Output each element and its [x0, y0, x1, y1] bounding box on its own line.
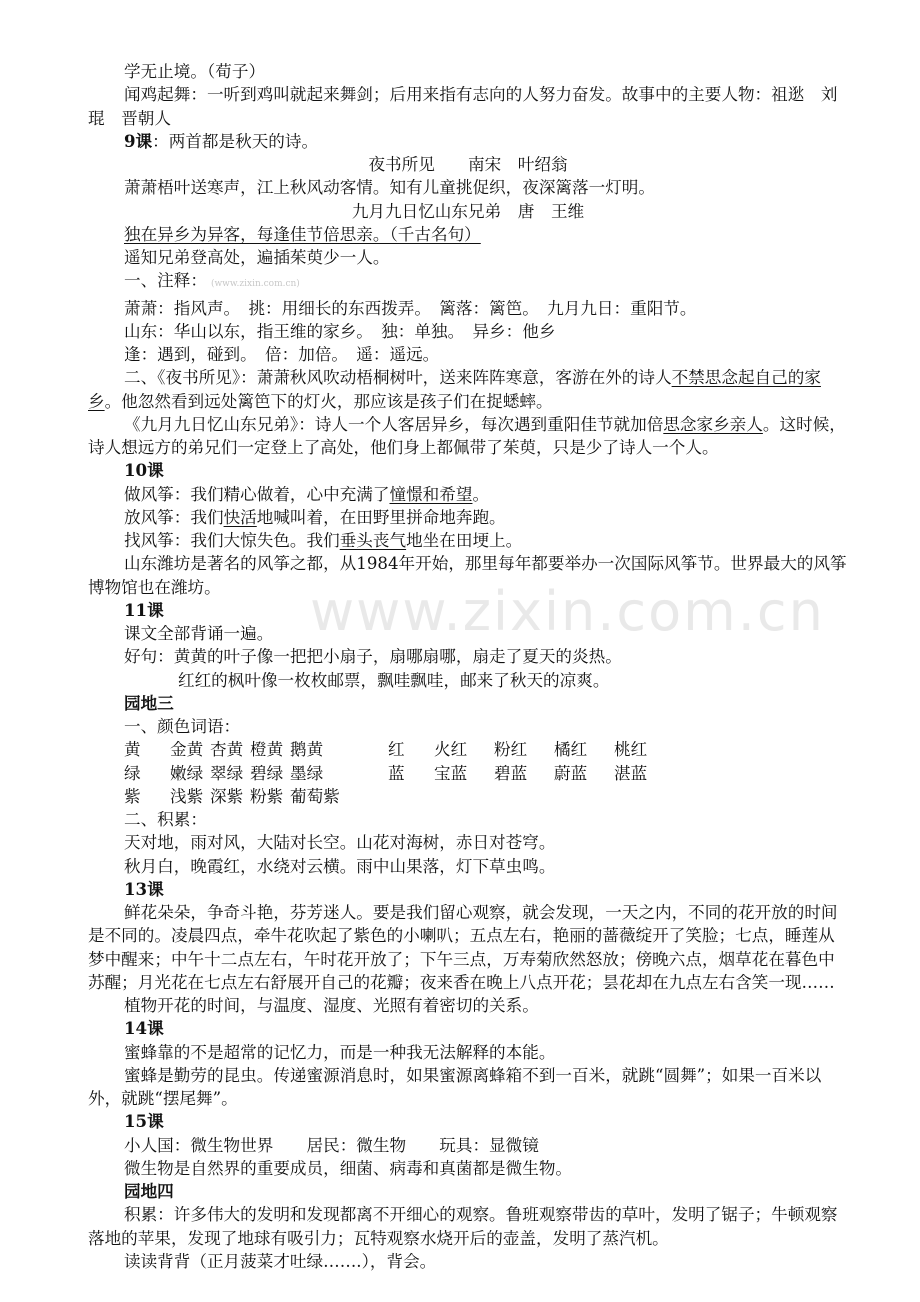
color-word: 绿 — [124, 763, 141, 783]
color-words-row — [124, 785, 848, 808]
text-span: 放风筝：我们 — [124, 507, 224, 527]
text-span: 。 — [472, 484, 490, 504]
text-paragraph — [88, 83, 848, 130]
poem-text: 遥知兄弟登高处，遍插茱萸少一人。 — [124, 248, 390, 267]
section-heading — [88, 269, 848, 296]
text-span: 。他忽然看到远处篱笆下的灯火，那应该是孩子们在捉蟋蟀。 — [104, 391, 553, 411]
poem-text — [88, 223, 848, 246]
color-word: 鹅黄 — [290, 740, 324, 760]
text-paragraph: 鲜花朵朵，争奇斗艳，芬芳迷人。要是我们留心观察，就会发现，一天之内，不同的花开放的时间是不同的。凌晨四点，牵牛花吹起了紫色的小喇叭；五点左右，艳丽的蔷薇绽开了笑脸；七点，睡莲从梦中醒来；中午十二点左右，午时花开放了；下午三点，万寿菊欣然怒放；傍晚六点，烟草花在暮色中苏醒；月光花在七点左右舒展开自己的花瓣；夜来香在晚上八点开花；昙花却在九点左右含笑一现…… — [88, 903, 838, 992]
lesson-heading: 13课 — [124, 878, 164, 899]
text-line: 读读背背（正月菠菜才吐绿…….），背会。 — [124, 1251, 437, 1271]
text-paragraph — [88, 366, 848, 413]
text-line: 二、积累： — [124, 810, 207, 829]
color-word: 碧绿 — [250, 763, 284, 783]
color-word: 碧蓝 — [494, 763, 528, 783]
color-word: 杏黄 — [210, 740, 244, 760]
section-heading: 园地三 — [124, 692, 174, 713]
text-line: 秋月白，晚霞红，水绕对云横。雨中山果落，灯下草虫鸣。 — [124, 856, 556, 876]
text-line: 小人国：微生物世界 居民：微生物 玩具：显微镜 — [124, 1135, 539, 1155]
text-span: 找风筝：我们大惊失色。我们 — [124, 531, 340, 550]
color-words-table — [88, 738, 848, 808]
text-line: 天对地，雨对风，大陆对长空。山花对海树，赤日对苍穹。 — [124, 833, 556, 853]
text-line: 红红的枫叶像一枚枚邮票，飘哇飘哇，邮来了秋天的凉爽。 — [178, 670, 610, 690]
text-line: 微生物是自然界的重要成员，细菌、病毒和真菌都是微生物。 — [124, 1158, 573, 1178]
text-line: 一、颜色词语： — [124, 717, 241, 736]
text-paragraph: 山东潍坊是著名的风筝之都，从1984年开始，那里每年都要举办一次国际风筝节。世界最大的风筝博物馆也在潍坊。 — [88, 554, 847, 597]
underlined-text: 独在异乡为异客，每逢佳节倍思亲。（千古名句） — [124, 224, 481, 244]
poem-title: 九月九日忆山东兄弟 唐 王维 — [351, 201, 585, 221]
color-word: 粉红 — [494, 740, 528, 760]
text-span: 。这时候，诗人想远方的弟兄们一定登上了高处，他们身上都佩带了茱萸，只是少了诗人一个人。 — [88, 414, 846, 457]
color-words-row — [124, 762, 848, 785]
color-word: 墨绿 — [290, 763, 324, 783]
color-word: 粉紫 — [250, 786, 284, 806]
color-word: 紫 — [124, 786, 141, 806]
color-word: 橙黄 — [250, 740, 284, 760]
color-word: 蔚蓝 — [554, 763, 588, 783]
color-word: 翠绿 — [210, 763, 244, 783]
lesson-9-line — [88, 130, 848, 153]
text-span: 二、《夜书所见》：萧萧秋风吹动梧桐树叶，送来阵阵寒意，客游在外的诗人 — [124, 368, 672, 388]
faint-mark: (www.zixin.com.cn) — [210, 279, 300, 290]
lesson-heading: 9课 — [124, 130, 153, 151]
document-page — [88, 60, 848, 1273]
note-line: 山东：华山以东，指王维的家乡。 独：单独。 异乡：他乡 — [124, 321, 556, 341]
underlined-text: 垂头丧气 — [339, 531, 407, 550]
note-line: 萧萧：指风声。 挑：用细长的东西拨弄。 篱落：篱笆。 九月九日：重阳节。 — [124, 298, 697, 318]
color-word: 红 — [388, 740, 405, 760]
underlined-text: 憧憬和希望 — [389, 484, 473, 504]
note-line: 逢：遇到，碰到。 倍：加倍。 遥：遥远。 — [124, 345, 440, 364]
text-line: 植物开花的时间，与温度、湿度、光照有着密切的关系。 — [124, 996, 539, 1015]
watermark: www.zixin.com.cn — [310, 580, 825, 643]
text-line: 好句：黄黄的叶子像一把把小扇子，扇哪扇哪，扇走了夏天的炎热。 — [124, 647, 622, 667]
lesson-heading: 15课 — [124, 1111, 164, 1132]
color-word: 桃红 — [614, 740, 648, 760]
poem-text: 萧萧梧叶送寒声，江上秋风动客情。知有儿童挑促织，夜深篱落一灯明。 — [124, 178, 655, 198]
text-span: 一、注释： — [124, 271, 207, 291]
text-line — [88, 506, 848, 529]
text-line — [88, 483, 848, 506]
color-word: 湛蓝 — [614, 763, 648, 783]
lesson-heading: 10课 — [124, 460, 164, 481]
text-span: 地坐在田埂上。 — [406, 531, 523, 550]
color-word: 葡萄紫 — [290, 786, 340, 806]
text-span: 《九月九日忆山东兄弟》：诗人一个人客居异乡，每次遇到重阳佳节就加倍 — [124, 414, 664, 434]
text-paragraph: 蜜蜂是勤劳的昆虫。传递蜜源消息时，如果蜜源离蜂箱不到一百米，就跳“圆舞”；如果一百米以外，就跳“摆尾舞”。 — [88, 1065, 822, 1108]
section-heading: 园地四 — [124, 1181, 174, 1201]
text-line: 蜜蜂靠的不是超常的记忆力，而是一种我无法解释的本能。 — [124, 1042, 556, 1062]
color-word: 火红 — [434, 740, 468, 760]
color-word: 深紫 — [210, 786, 244, 806]
color-word: 嫩绿 — [170, 763, 204, 783]
text-span: 地喊叫着，在田野里拼命地奔跑。 — [256, 507, 506, 527]
lesson-heading: 11课 — [124, 599, 164, 620]
color-word: 橘红 — [554, 740, 588, 760]
color-word: 宝蓝 — [434, 763, 468, 783]
underlined-text: 快活 — [223, 507, 257, 527]
color-word: 蓝 — [388, 763, 405, 783]
text-line — [88, 529, 848, 552]
underlined-text: 思念家乡亲人 — [663, 414, 763, 434]
color-word: 浅紫 — [170, 786, 204, 806]
text-span: 闻鸡起舞：一听到鸡叫就起来舞剑；后用来指有志向的人努力奋发。故事中的主要人物： — [124, 85, 772, 105]
text-span: 祖逖 刘琨 晋朝人 — [88, 85, 838, 128]
color-word: 金黄 — [170, 740, 204, 760]
poem-title: 夜书所见 南宋 叶绍翁 — [368, 155, 568, 174]
text-line: 学无止境。（荀子） — [124, 62, 266, 81]
text-paragraph — [88, 413, 848, 460]
text-line: 课文全部背诵一遍。 — [124, 624, 274, 643]
text-span: 做风筝：我们精心做着，心中充满了 — [124, 484, 390, 504]
color-word: 黄 — [124, 740, 141, 760]
text-paragraph: 积累：许多伟大的发明和发现都离不开细心的观察。鲁班观察带齿的草叶，发明了锯子；牛顿观察落地的苹果，发现了地球有吸引力；瓦特观察水烧开后的壶盖，发明了蒸汽机。 — [88, 1205, 838, 1248]
lesson-heading: 14课 — [124, 1018, 164, 1039]
text-span: ：两首都是秋天的诗。 — [152, 131, 319, 151]
underlined-text: 不禁思念起自己的家乡 — [88, 368, 821, 411]
color-words-row — [124, 738, 848, 761]
